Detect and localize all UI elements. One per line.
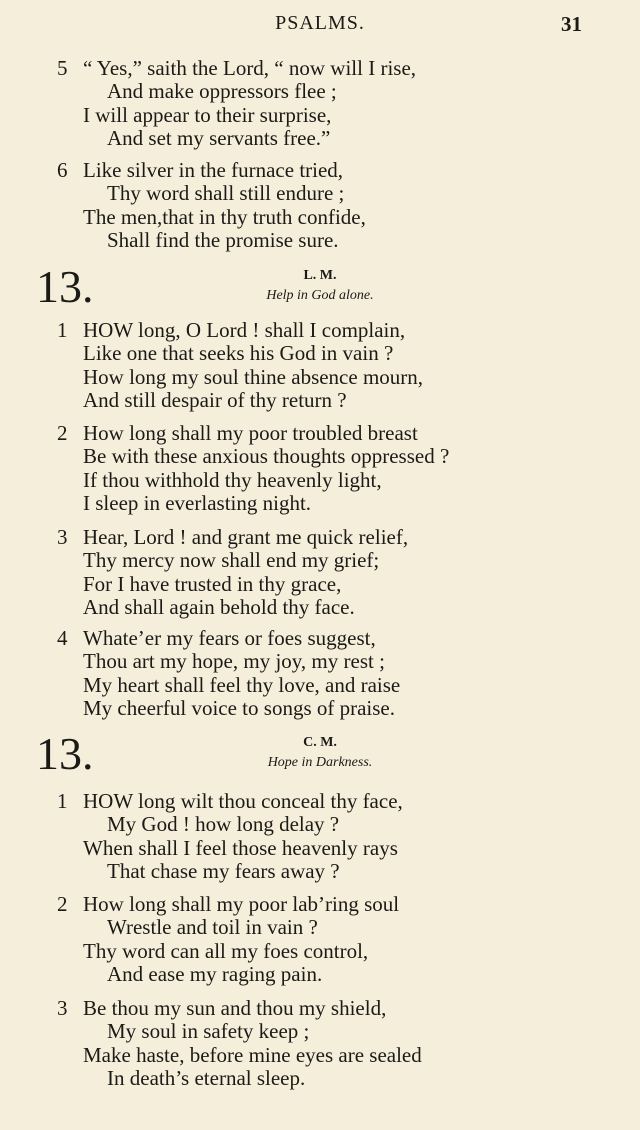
hymn-title: Hope in Darkness. [267, 755, 373, 770]
verse-line [57, 319, 617, 342]
stanza-number: 5 [57, 56, 68, 80]
hymn-number: 13. [36, 261, 94, 312]
verse-line [57, 104, 617, 127]
verse-line [57, 366, 617, 389]
verse-text: Thy word shall still endure ; [107, 181, 345, 206]
verse-text: HOW long wilt thou conceal thy face, [83, 789, 403, 813]
verse-line [57, 229, 617, 252]
verse-line [57, 837, 617, 860]
verse-line [57, 916, 617, 939]
verse-line [57, 342, 617, 365]
verse-text: And shall again behold thy face. [83, 595, 355, 620]
verse-text: And set my servants free.” [107, 126, 331, 151]
verse-text: How long shall my poor lab’ring soul [83, 892, 400, 916]
stanza-number: 6 [57, 158, 68, 182]
verse-line [57, 389, 617, 412]
verse-line [57, 127, 617, 150]
verse-text: Be with these anxious thoughts oppressed ? [83, 444, 450, 469]
verse-text: Thou art my hope, my joy, my rest ; [83, 649, 385, 674]
stanza [57, 57, 617, 151]
verse-line [57, 893, 617, 916]
verse-text: Like silver in the furnace tried, [83, 158, 344, 182]
running-header [0, 12, 640, 42]
verse-text: When shall I feel those heavenly rays [83, 835, 398, 860]
verse-line [57, 674, 617, 697]
hymn-meter: L. M. [303, 268, 337, 283]
hymn-meter: C. M. [303, 735, 337, 750]
verse-line [57, 813, 617, 836]
hymn-heading [0, 728, 640, 785]
stanza [57, 893, 617, 987]
verse-text: HOW long, O Lord ! shall I complain, [83, 318, 406, 342]
verse-text: How long my soul thine absence mourn, [83, 364, 424, 389]
stanza [57, 159, 617, 253]
verse-line [57, 997, 617, 1020]
verse-text: My God ! how long delay ? [107, 812, 340, 837]
verse-line [57, 469, 617, 492]
verse-text: And make oppressors flee ; [107, 79, 337, 104]
verse-text: Thy word can all my foes control, [83, 938, 369, 963]
verse-line [57, 206, 617, 229]
page-number: 31 [561, 12, 582, 36]
verse-line [57, 80, 617, 103]
verse-line [57, 182, 617, 205]
verse-line [57, 1044, 617, 1067]
verse-text: Shall find the promise sure. [107, 228, 339, 253]
verse-text: My soul in safety keep ; [107, 1019, 310, 1044]
stanza-number: 2 [57, 892, 68, 916]
verse-text: Thy mercy now shall end my grief; [83, 548, 380, 573]
hymn-title: Help in God alone. [266, 288, 374, 303]
stanza [57, 627, 617, 721]
stanza [57, 997, 617, 1091]
verse-line [57, 940, 617, 963]
verse-text: I will appear to their surprise, [83, 102, 332, 127]
verse-text: That chase my fears away ? [107, 859, 340, 884]
verse-line [57, 1067, 617, 1090]
stanza-number: 3 [57, 996, 68, 1020]
stanza [57, 790, 617, 884]
stanza-number: 3 [57, 525, 68, 549]
verse-line [57, 650, 617, 673]
verse-line [57, 573, 617, 596]
verse-text: Be thou my sun and thou my shield, [83, 996, 387, 1020]
verse-text: The men,that in thy truth confide, [83, 204, 366, 229]
running-title: PSALMS. [275, 12, 365, 34]
verse-line [57, 492, 617, 515]
verse-text: For I have trusted in thy grace, [83, 571, 342, 596]
verse-text: My heart shall feel thy love, and raise [83, 672, 401, 697]
verse-line [57, 963, 617, 986]
hymn-number: 13. [36, 728, 94, 779]
verse-line [57, 526, 617, 549]
verse-line [57, 790, 617, 813]
verse-text: Make haste, before mine eyes are sealed [83, 1042, 422, 1067]
verse-text: “ Yes,” saith the Lord, “ now will I rise, [83, 56, 417, 80]
verse-line [57, 697, 617, 720]
stanza [57, 526, 617, 620]
stanza-number: 4 [57, 626, 68, 650]
verse-text: I sleep in everlasting night. [83, 491, 312, 516]
verse-text: Hear, Lord ! and grant me quick relief, [83, 525, 409, 549]
verse-text: If thou withhold thy heavenly light, [83, 467, 382, 492]
stanza-number: 2 [57, 421, 68, 445]
verse-line [57, 159, 617, 182]
verse-text: Wrestle and toil in vain ? [107, 915, 318, 940]
verse-line [57, 549, 617, 572]
verse-text: My cheerful voice to songs of praise. [83, 696, 395, 721]
verse-line [57, 1020, 617, 1043]
verse-text: How long shall my poor troubled breast [83, 421, 418, 445]
verse-line [57, 596, 617, 619]
stanza [57, 422, 617, 516]
verse-text: In death’s eternal sleep. [107, 1066, 306, 1091]
verse-line [57, 445, 617, 468]
verse-text: And still despair of thy return ? [83, 388, 347, 413]
hymn-heading [0, 261, 640, 318]
stanza-number: 1 [57, 318, 68, 342]
stanza [57, 319, 617, 413]
verse-text: Like one that seeks his God in vain ? [83, 341, 394, 366]
stanza-number: 1 [57, 789, 68, 813]
verse-line [57, 57, 617, 80]
verse-line [57, 422, 617, 445]
verse-line [57, 860, 617, 883]
verse-text: And ease my raging pain. [107, 962, 323, 987]
verse-line [57, 627, 617, 650]
verse-text: Whate’er my fears or foes suggest, [83, 626, 376, 650]
